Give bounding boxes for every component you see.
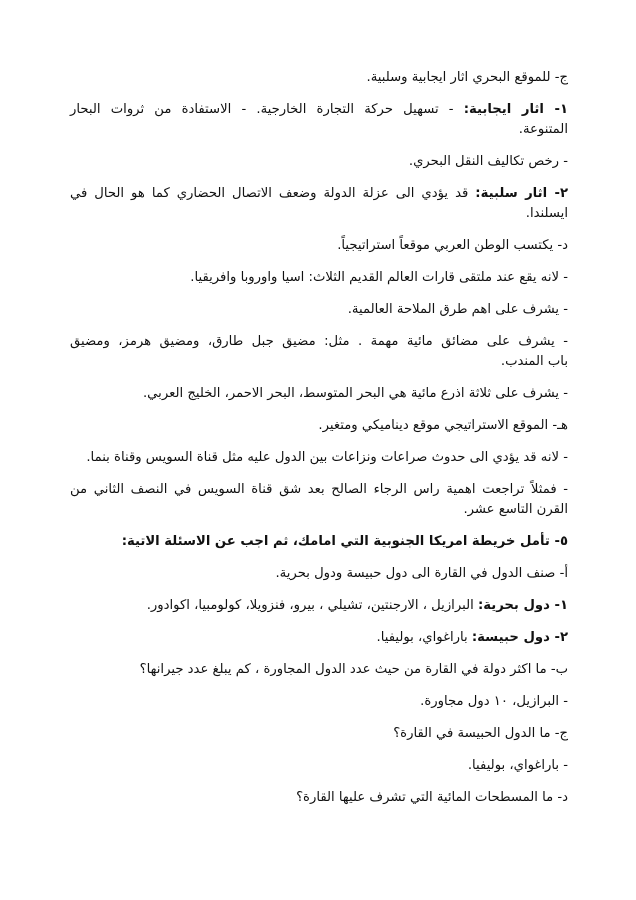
text-line: ٢- اثار سلبية: قد يؤدي الى عزلة الدولة وضعف الاتصال الحضاري كما هو الحال في [70,186,569,201]
text-line: ٢- دول حبيسة: باراغواي، بوليفيا. [376,630,568,645]
line-label: ٥- تأمل خريطة امريكا الجنوبية التي امامك، ثم اجب عن الاسئلة الاتية: [121,534,568,549]
text-line: هـ- الموقع الاستراتيجي موقع ديناميكي ومتغير. [318,418,568,433]
text-line: ١- اثار ايجابية: - تسهيل حركة التجارة الخارجية. - الاستفادة من ثروات البحار [70,102,568,117]
line-label: ١- دول بحرية: [477,598,568,613]
text-line: ب- ما اكثر دولة في القارة من حيث عدد الدول المجاورة ، كم يبلغ عدد جيرانها؟ [139,662,568,677]
text-line: - يشرف على اهم طرق الملاحة العالمية. [347,302,568,317]
text-line: المتنوعة. [518,122,568,137]
text-line: د- ما المسطحات المائية التي تشرف عليها القارة؟ [296,790,568,805]
text-line: - البرازيل، ١٠ دول مجاورة. [420,694,568,709]
text-line: - لانه يقع عند ملتقى قارات العالم القديم الثلاث: اسيا واوروبا وافريقيا. [190,270,568,285]
text-line: - يشرف على مضائق مائية مهمة . مثل: مضيق جبل طارق، ومضيق هرمز، ومضيق [70,334,568,349]
text-line: د- يكتسب الوطن العربي موقعاً استراتيجياً. [337,238,568,253]
text-line: ج- ما الدول الحبيسة في القارة؟ [393,726,568,741]
text-line: - لانه قد يؤدي الى حدوث صراعات ونزاعات بين الدول عليه مثل قناة السويس وقناة بنما. [86,450,568,465]
text-line: - باراغواي، بوليفيا. [467,758,568,773]
text-line: - يشرف على ثلاثة اذرع مائية هي البحر المتوسط، البحر الاحمر، الخليج العربي. [142,386,568,401]
line-label: ١- اثار ايجابية: [463,102,568,117]
text-line: ايسلندا. [525,206,568,221]
text-line [70,532,568,552]
document-page [70,68,568,820]
text-line: - رخص تكاليف النقل البحري. [408,154,568,169]
text-line: ١- دول بحرية: البرازيل ، الارجنتين، تشيلي ، بيرو، فنزويلا، كولومبيا، اكوادور. [146,598,568,613]
text-line: - فمثلاً تراجعت اهمية راس الرجاء الصالح بعد شق قناة السويس في النصف الثاني من [70,482,568,497]
text-line: باب المندب. [500,354,568,369]
text-line: القرن التاسع عشر. [463,502,568,517]
text-line: ج- للموقع البحري اثار ايجابية وسلبية. [366,70,568,85]
line-label: ٢- دول حبيسة: [471,630,568,645]
text-line: أ- صنف الدول في القارة الى دول حبيسة ودول بحرية. [275,566,568,581]
line-label: ٢- اثار سلبية: [475,186,569,201]
